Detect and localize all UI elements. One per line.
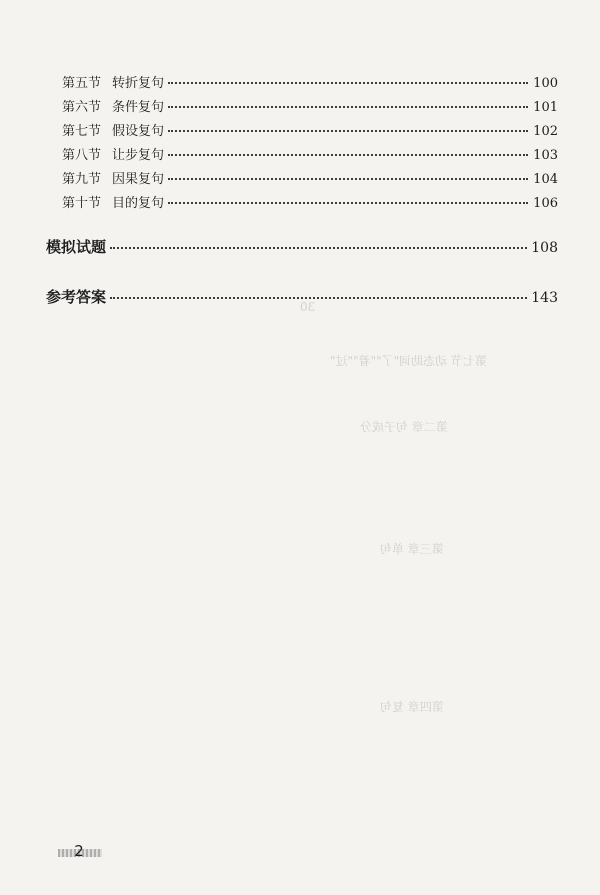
- leader-dots: [168, 106, 528, 108]
- entry-title: 模拟试题: [46, 238, 107, 256]
- leader-dots: [168, 130, 528, 132]
- section-number: 第九节: [62, 172, 102, 187]
- section-number: 第八节: [62, 148, 102, 163]
- section-title: 让步复句: [112, 148, 165, 163]
- toc-row-section[interactable]: [62, 144, 558, 163]
- section-page: 100: [533, 76, 558, 91]
- section-title: 转折复句: [112, 76, 165, 91]
- page-number: 2: [74, 842, 84, 860]
- toc-row-section[interactable]: [62, 120, 558, 139]
- entry-page: 108: [531, 240, 558, 256]
- show-through-bleed: 30 第七节 动态助词"了""着""过" 第二章 句子成分 第三章 单句 第四章 复句: [300, 300, 487, 714]
- section-page: 106: [533, 196, 558, 211]
- toc-row-main[interactable]: [46, 236, 558, 257]
- entry-title: 参考答案: [46, 288, 107, 306]
- leader-dots: [110, 247, 527, 249]
- entry-page: 143: [531, 290, 558, 306]
- section-number: 第五节: [62, 76, 102, 91]
- toc-row-section[interactable]: [62, 168, 558, 187]
- toc-row-main[interactable]: [46, 286, 558, 307]
- section-number: 第七节: [62, 124, 102, 139]
- section-page: 104: [533, 172, 558, 187]
- section-title: 假设复句: [112, 124, 165, 139]
- section-page: 101: [533, 100, 558, 115]
- section-page: 102: [533, 124, 558, 139]
- leader-dots: [168, 202, 528, 204]
- leader-dots: [168, 154, 528, 156]
- leader-dots: [168, 178, 528, 180]
- toc-row-section[interactable]: [62, 192, 558, 211]
- section-title: 因果复句: [112, 172, 165, 187]
- leader-dots: [110, 297, 527, 299]
- section-title: 目的复句: [112, 196, 165, 211]
- section-number: 第六节: [62, 100, 102, 115]
- leader-dots: [168, 82, 528, 84]
- section-title: 条件复句: [112, 100, 165, 115]
- section-number: 第十节: [62, 196, 102, 211]
- toc-row-section[interactable]: [62, 72, 558, 91]
- toc-row-section[interactable]: [62, 96, 558, 115]
- section-page: 103: [533, 148, 558, 163]
